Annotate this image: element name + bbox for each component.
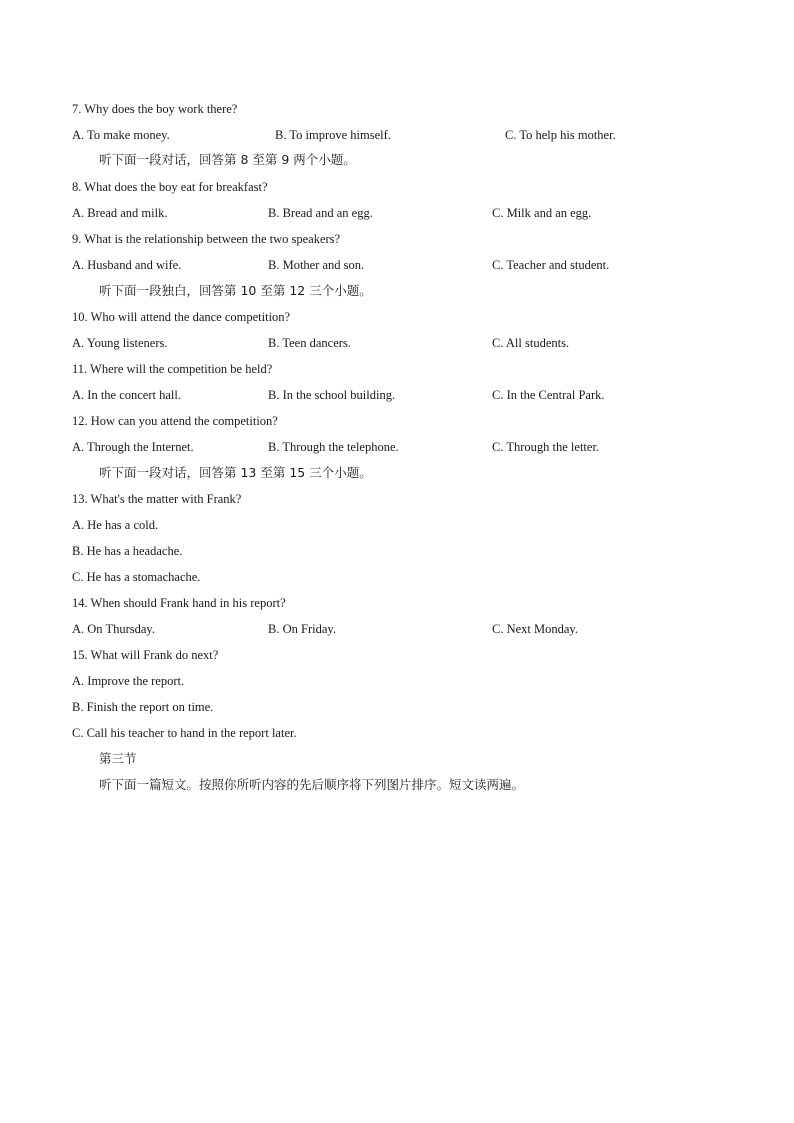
- option-12a: A. Through the Internet.: [72, 440, 194, 454]
- option-14c: C. Next Monday.: [492, 622, 578, 636]
- option-15c: C. Call his teacher to hand in the report later.: [72, 726, 297, 740]
- question-13: 13. What's the matter with Frank?: [72, 492, 242, 506]
- option-11c: C. In the Central Park.: [492, 388, 605, 402]
- option-12c: C. Through the letter.: [492, 440, 600, 454]
- question-11-options: [72, 386, 712, 404]
- option-9a: A. Husband and wife.: [72, 258, 182, 272]
- question-8-options: [72, 204, 712, 222]
- question-10: 10. Who will attend the dance competition?: [72, 310, 291, 324]
- question-7: 7. Why does the boy work there?: [72, 102, 238, 116]
- question-12: 12. How can you attend the competition?: [72, 414, 278, 428]
- option-8a: A. Bread and milk.: [72, 206, 168, 220]
- question-14: 14. When should Frank hand in his report?: [72, 596, 286, 610]
- question-9-options: [72, 256, 712, 274]
- question-10-options: [72, 334, 712, 352]
- option-13b: B. He has a headache.: [72, 544, 183, 558]
- option-13c: C. He has a stomachache.: [72, 570, 201, 584]
- option-13a: A. He has a cold.: [72, 518, 159, 532]
- option-9c: C. Teacher and student.: [492, 258, 610, 272]
- option-8b: B. Bread and an egg.: [268, 206, 373, 220]
- option-15b: B. Finish the report on time.: [72, 700, 214, 714]
- question-14-options: [72, 620, 712, 638]
- option-12b: B. Through the telephone.: [268, 440, 399, 454]
- option-14a: A. On Thursday.: [72, 622, 155, 636]
- option-7c: C. To help his mother.: [505, 128, 616, 142]
- option-11b: B. In the school building.: [268, 388, 396, 402]
- question-7-options: [72, 126, 712, 144]
- option-14b: B. On Friday.: [268, 622, 336, 636]
- section-3-instruction: 听下面一篇短文。按照你所听内容的先后顺序将下列图片排序。短文读两遍。: [99, 777, 525, 792]
- option-7a: A. To make money.: [72, 128, 170, 142]
- option-15a: A. Improve the report.: [72, 674, 185, 688]
- instruction-8-9: 听下面一段对话，回答第 8 至第 9 两个小题。: [99, 152, 356, 167]
- option-10a: A. Young listeners.: [72, 336, 168, 350]
- option-11a: A. In the concert hall.: [72, 388, 181, 402]
- question-8: 8. What does the boy eat for breakfast?: [72, 180, 268, 194]
- option-7b: B. To improve himself.: [275, 128, 391, 142]
- option-10b: B. Teen dancers.: [268, 336, 351, 350]
- question-11: 11. Where will the competition be held?: [72, 362, 273, 376]
- instruction-13-15: 听下面一段对话，回答第 13 至第 15 三个小题。: [99, 465, 372, 480]
- question-12-options: [72, 438, 712, 456]
- question-15: 15. What will Frank do next?: [72, 648, 219, 662]
- instruction-10-12: 听下面一段独白，回答第 10 至第 12 三个小题。: [99, 283, 372, 298]
- option-10c: C. All students.: [492, 336, 570, 350]
- question-9: 9. What is the relationship between the two speakers?: [72, 232, 341, 246]
- section-3-title: 第三节: [99, 751, 137, 766]
- option-9b: B. Mother and son.: [268, 258, 365, 272]
- option-8c: C. Milk and an egg.: [492, 206, 592, 220]
